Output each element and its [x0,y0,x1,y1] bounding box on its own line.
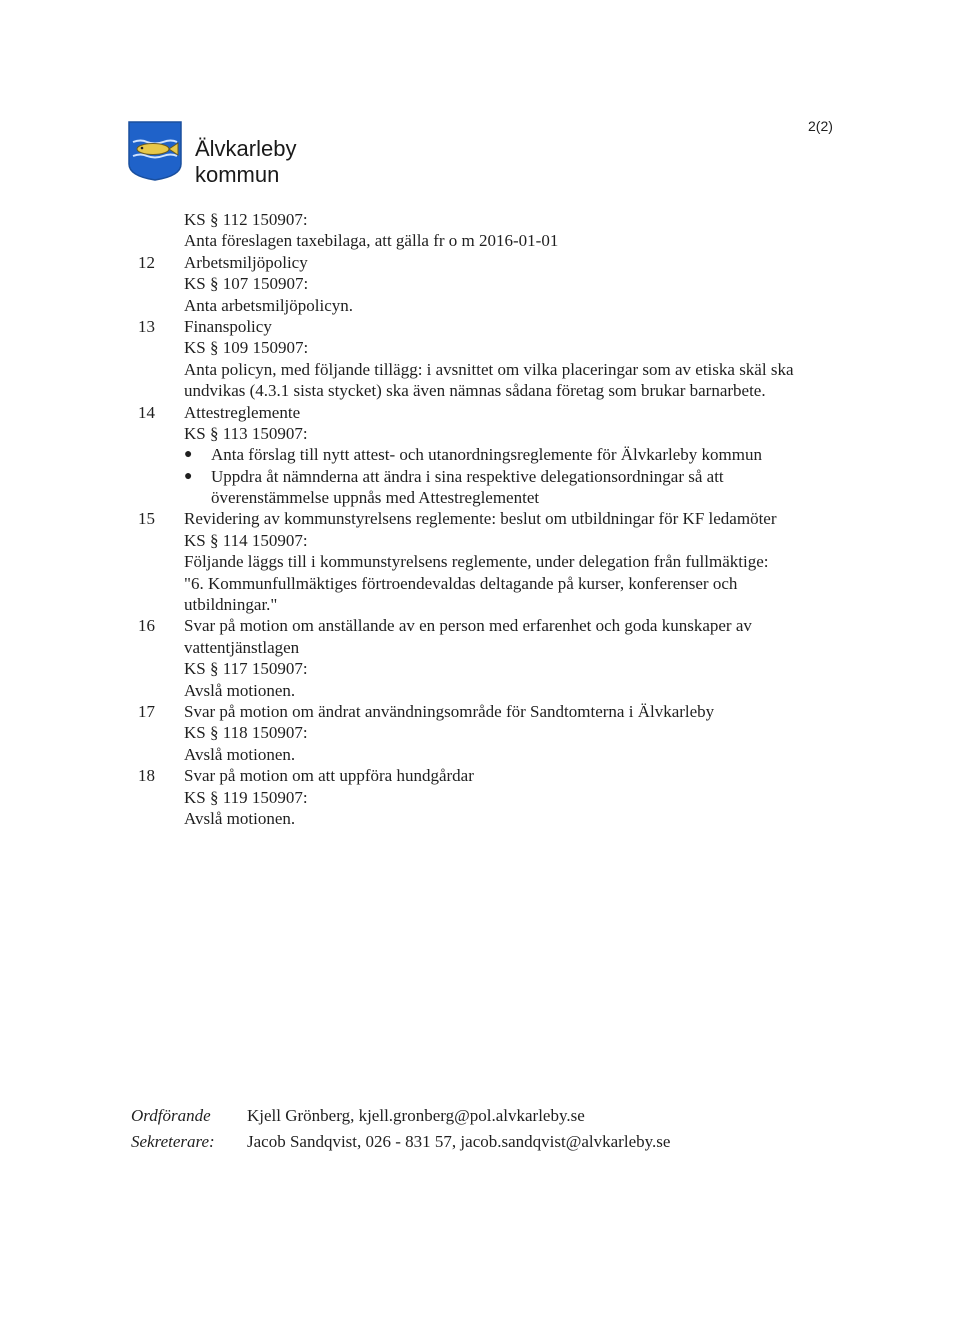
list-item [0,594,960,615]
list-item [0,423,960,444]
decision-reference: KS § 114 150907: [184,530,308,550]
list-item [0,402,960,423]
list-item [0,637,960,658]
secretary-role: Sekreterare: [131,1132,215,1151]
decision-text: Avslå motionen. [184,744,296,764]
list-item [0,359,960,380]
secretary-line [0,1129,960,1155]
decision-text: Anta policyn, med följande tillägg: i avsnittet om vilka placeringar som av etiska skäl ska [184,359,794,379]
decision-reference: KS § 112 150907: [184,210,308,229]
item-number: 13 [138,316,155,336]
municipality-logo [127,120,183,182]
list-item [0,273,960,294]
item-title: Svar på motion om att uppföra hundgårdar [184,766,474,786]
logo-name: Älvkarleby [195,136,297,161]
item-number: 18 [138,766,155,786]
page-number: 2(2) [808,118,833,134]
list-item [0,380,960,401]
bullet-icon: ● [184,447,193,463]
list-item [0,573,960,594]
item-title: Arbetsmiljöpolicy [184,252,308,272]
decision-text: Avslå motionen. [184,680,296,700]
item-title: Revidering av kommunstyrelsens reglemente: beslut om utbildningar för KF ledamöter [184,509,777,529]
list-item [0,615,960,636]
decision-text: Anta föreslagen taxebilaga, att gälla fr o m 2016-01-01 [184,231,559,251]
logo-subname: kommun [195,162,280,187]
list-item [0,466,960,487]
decision-text: Följande läggs till i kommunstyrelsens reglemente, under delegation från fullmäktige: [184,552,769,572]
decision-reference: KS § 119 150907: [184,787,308,807]
decision-text: undvikas (4.3.1 sista stycket) ska även nämnas sådana företag som brukar barnarbete. [184,381,766,401]
item-number: 16 [138,616,155,636]
list-item [0,787,960,808]
list-item [0,765,960,786]
list-item [0,701,960,722]
decision-reference: KS § 113 150907: [184,423,308,443]
list-item [0,252,960,273]
list-item [0,337,960,358]
list-item [0,530,960,551]
decision-reference: KS § 109 150907: [184,338,309,358]
decision-reference: KS § 107 150907: [184,274,309,294]
item-title: Attestreglemente [184,402,301,422]
item-number: 14 [138,402,155,422]
secretary-contact: Jacob Sandqvist, 026 - 831 57, jacob.sandqvist@alvkarleby.se [247,1132,671,1151]
decision-text: Anta arbetsmiljöpolicyn. [184,295,354,315]
decision-text: Avslå motionen. [184,808,296,828]
list-item [0,295,960,316]
item-title: Svar på motion om ändrat användningsområde för Sandtomterna i Älvkarleby [184,701,715,721]
bullet-text: Uppdra åt nämnderna att ändra i sina respektive delegationsordningar så att [211,466,724,486]
list-item [0,444,960,465]
logo-text [195,136,296,188]
list-item [0,808,960,829]
chair-contact: Kjell Grönberg, kjell.gronberg@pol.alvkarleby.se [247,1106,585,1125]
list-item [0,209,960,230]
list-item [0,230,960,251]
chair-role: Ordförande [131,1106,211,1125]
list-item [0,508,960,529]
item-title: Svar på motion om anställande av en person med erfarenhet och goda kunskaper av [184,616,752,636]
item-number: 15 [138,509,155,529]
decision-reference: KS § 117 150907: [184,659,308,679]
item-title: vattentjänstlagen [184,637,300,657]
list-item [0,658,960,679]
decision-text: "6. Kommunfullmäktiges förtroendevaldas deltagande på kurser, konferenser och [184,573,738,593]
bullet-text: Anta förslag till nytt attest- och utanordningsreglemente för Älvkarleby kommun [211,445,762,465]
list-item [0,316,960,337]
list-item [0,487,960,508]
item-number: 17 [138,701,155,721]
item-number: 12 [138,252,155,272]
decision-text: utbildningar." [184,595,278,615]
list-item [0,680,960,701]
signature-block [0,1103,960,1155]
item-title: Finanspolicy [184,316,272,336]
bullet-text: överenstämmelse uppnås med Attestreglementet [211,488,540,508]
bullet-icon: ● [184,468,193,484]
decision-list [0,209,960,829]
decision-reference: KS § 118 150907: [184,723,308,743]
chair-line [0,1103,960,1129]
list-item [0,722,960,743]
list-item [0,551,960,572]
list-item [0,744,960,765]
